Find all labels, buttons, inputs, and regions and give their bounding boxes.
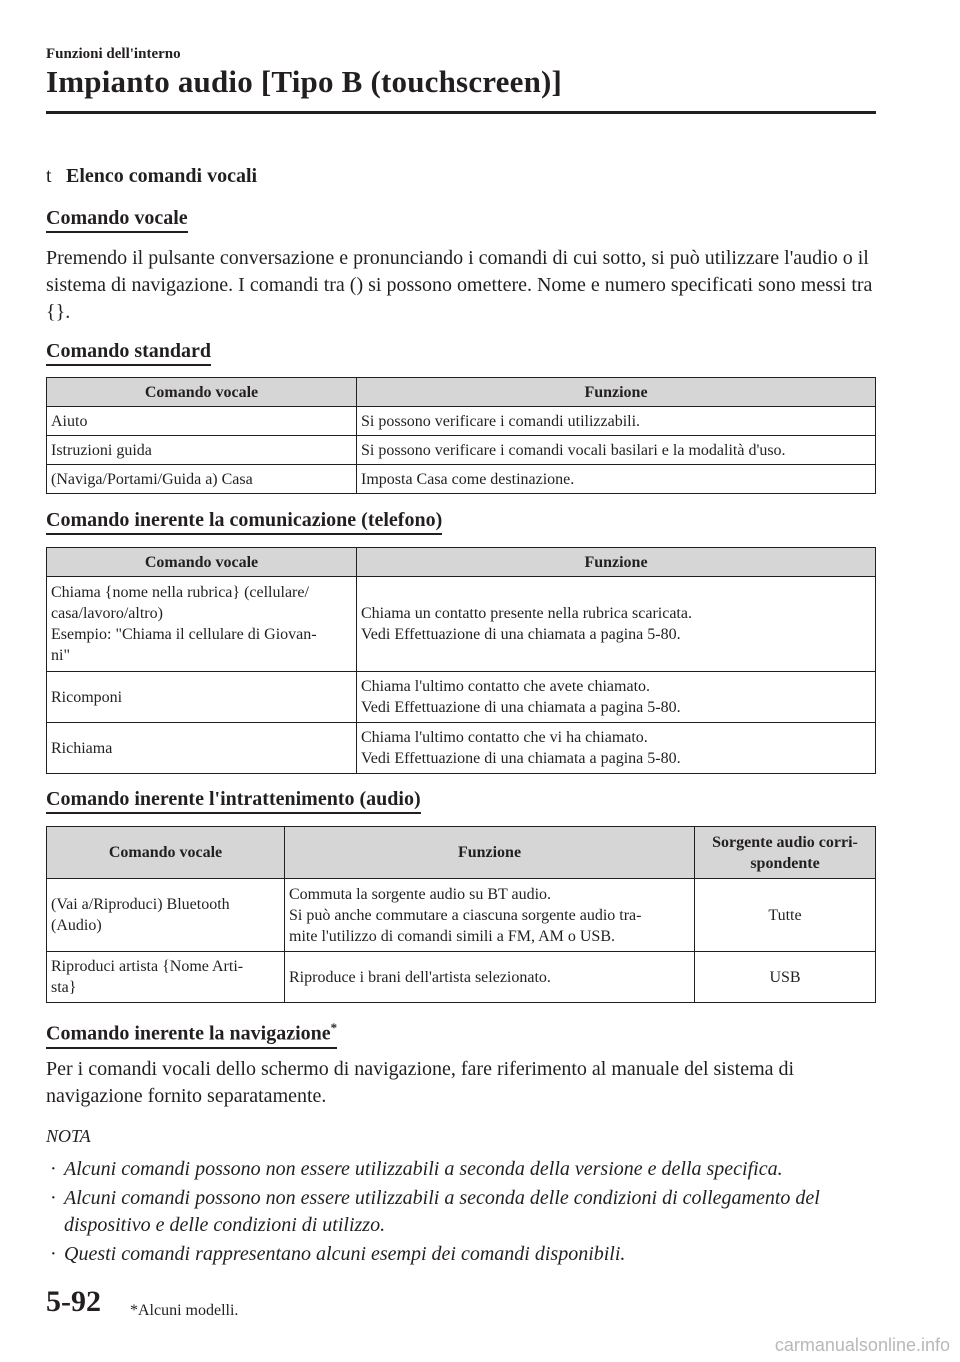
cell-line: Chiama {nome nella rubrica} (cellulare/ bbox=[51, 584, 309, 601]
table-row bbox=[47, 672, 876, 723]
table-row bbox=[47, 436, 876, 465]
column-header: Funzione bbox=[285, 827, 695, 879]
cell-line: Esempio: "Chiama il cellulare di Giovan- bbox=[51, 626, 317, 643]
table-cell: Aiuto bbox=[47, 407, 357, 436]
cell-line: Vedi Effettuazione di una chiamata a pagina 5-80. bbox=[361, 699, 681, 716]
cell-line: mite l'utilizzo di comandi simili a FM, AM o USB. bbox=[289, 927, 615, 945]
table-cell bbox=[357, 672, 876, 723]
cell-line: ni" bbox=[51, 647, 70, 664]
intro-paragraph: Premendo il pulsante conversazione e pronunciando i comandi di cui sotto, si può utilizzare l'audio o il sistema di navigazione. I comandi tra () si possono omettere. Nome e numero specificati sono messi tra {}. bbox=[46, 247, 873, 323]
note-text: Questi comandi rappresentano alcuni esempi dei comandi disponibili. bbox=[64, 1243, 626, 1265]
standard-commands-table bbox=[46, 377, 876, 494]
table-row bbox=[47, 952, 876, 1003]
cell-line: Chiama un contatto presente nella rubrica scaricata. bbox=[361, 605, 692, 622]
table-row bbox=[47, 577, 876, 672]
page-title: Impianto audio [Tipo B (touchscreen)] bbox=[46, 64, 563, 99]
cell-line: casa/lavoro/altro) bbox=[51, 605, 163, 622]
cell-line: Vedi Effettuazione di una chiamata a pagina 5-80. bbox=[361, 750, 681, 767]
cell-line: sta} bbox=[51, 979, 77, 996]
table-cell bbox=[285, 879, 695, 952]
table-cell: Istruzioni guida bbox=[47, 436, 357, 465]
nota-label: NOTA bbox=[46, 1126, 91, 1146]
column-header: Funzione bbox=[357, 378, 876, 407]
table-cell: Si possono verificare i comandi vocali basilari e la modalità d'uso. bbox=[357, 436, 876, 465]
table-cell bbox=[357, 577, 876, 672]
note-text: Alcuni comandi possono non essere utilizzabili a seconda della versione e della specifica. bbox=[64, 1158, 783, 1180]
cell-line: Chiama l'ultimo contatto che vi ha chiamato. bbox=[361, 729, 648, 746]
table-header-row bbox=[47, 548, 876, 577]
cell-line: Si può anche commutare a ciascuna sorgente audio tra- bbox=[289, 906, 642, 924]
column-header bbox=[695, 827, 876, 879]
table-row bbox=[47, 407, 876, 436]
heading-intrattenimento: Comando inerente l'intrattenimento (audio) bbox=[46, 787, 421, 814]
table-cell bbox=[357, 723, 876, 774]
column-header: Comando vocale bbox=[47, 378, 357, 407]
heading-comando-standard: Comando standard bbox=[46, 339, 211, 366]
cell-line: Vedi Effettuazione di una chiamata a pagina 5-80. bbox=[361, 626, 681, 643]
topic-heading bbox=[46, 165, 257, 188]
table-cell bbox=[47, 952, 285, 1003]
footnote: *Alcuni modelli. bbox=[130, 1302, 239, 1319]
topic-title: Elenco comandi vocali bbox=[66, 165, 258, 187]
bullet-icon: · bbox=[50, 1187, 57, 1209]
table-row bbox=[47, 465, 876, 494]
page-number: 5-92 bbox=[46, 1285, 101, 1318]
note-text: Alcuni comandi possono non essere utilizzabili a seconda delle condizioni di collegamento del dispositivo e delle condizioni di utilizzo. bbox=[64, 1187, 820, 1236]
header-line: Sorgente audio corri- bbox=[712, 833, 858, 851]
bullet-icon: · bbox=[50, 1243, 57, 1265]
table-row bbox=[47, 879, 876, 952]
watermark: carmanualsonline.info bbox=[774, 1335, 950, 1355]
heading-comunicazione: Comando inerente la comunicazione (telefono) bbox=[46, 508, 442, 535]
list-item bbox=[46, 1241, 886, 1268]
list-item bbox=[46, 1156, 886, 1183]
cell-line: (Audio) bbox=[51, 917, 102, 934]
cell-line: (Vai a/Riproduci) Bluetooth bbox=[51, 896, 230, 913]
heading-navigazione bbox=[46, 1016, 337, 1049]
table-cell: Tutte bbox=[695, 879, 876, 952]
heading-comando-vocale: Comando vocale bbox=[46, 206, 188, 233]
table-cell: Richiama bbox=[47, 723, 357, 774]
table-cell: Riproduce i brani dell'artista selezionato. bbox=[285, 952, 695, 1003]
column-header: Funzione bbox=[357, 548, 876, 577]
cell-line: Riproduci artista {Nome Arti- bbox=[51, 958, 244, 975]
table-cell: Imposta Casa come destinazione. bbox=[357, 465, 876, 494]
heading-text: Comando inerente la navigazione bbox=[46, 1022, 331, 1045]
table-cell: Ricomponi bbox=[47, 672, 357, 723]
table-cell bbox=[47, 879, 285, 952]
table-header-row bbox=[47, 827, 876, 879]
navigation-paragraph: Per i comandi vocali dello schermo di navigazione, fare riferimento al manuale del sistema di navigazione fornito separatamente. bbox=[46, 1058, 795, 1107]
table-cell: Si possono verificare i comandi utilizzabili. bbox=[357, 407, 876, 436]
table-cell bbox=[47, 577, 357, 672]
table-cell: USB bbox=[695, 952, 876, 1003]
topic-marker-icon: t bbox=[46, 165, 52, 187]
cell-line: Commuta la sorgente audio su BT audio. bbox=[289, 885, 552, 903]
audio-commands-table bbox=[46, 826, 876, 1003]
section-label: Funzioni dell'interno bbox=[46, 46, 181, 62]
phone-commands-table bbox=[46, 547, 876, 774]
table-header-row bbox=[47, 378, 876, 407]
title-rule bbox=[46, 111, 876, 114]
asterisk-mark: * bbox=[330, 1020, 338, 1035]
cell-line: Chiama l'ultimo contatto che avete chiamato. bbox=[361, 678, 651, 695]
bullet-icon: · bbox=[50, 1158, 57, 1180]
nota-list bbox=[46, 1156, 886, 1270]
header-line: spondente bbox=[750, 854, 820, 872]
list-item bbox=[46, 1185, 886, 1239]
table-row bbox=[47, 723, 876, 774]
table-cell: (Naviga/Portami/Guida a) Casa bbox=[47, 465, 357, 494]
column-header: Comando vocale bbox=[47, 548, 357, 577]
column-header: Comando vocale bbox=[47, 827, 285, 879]
